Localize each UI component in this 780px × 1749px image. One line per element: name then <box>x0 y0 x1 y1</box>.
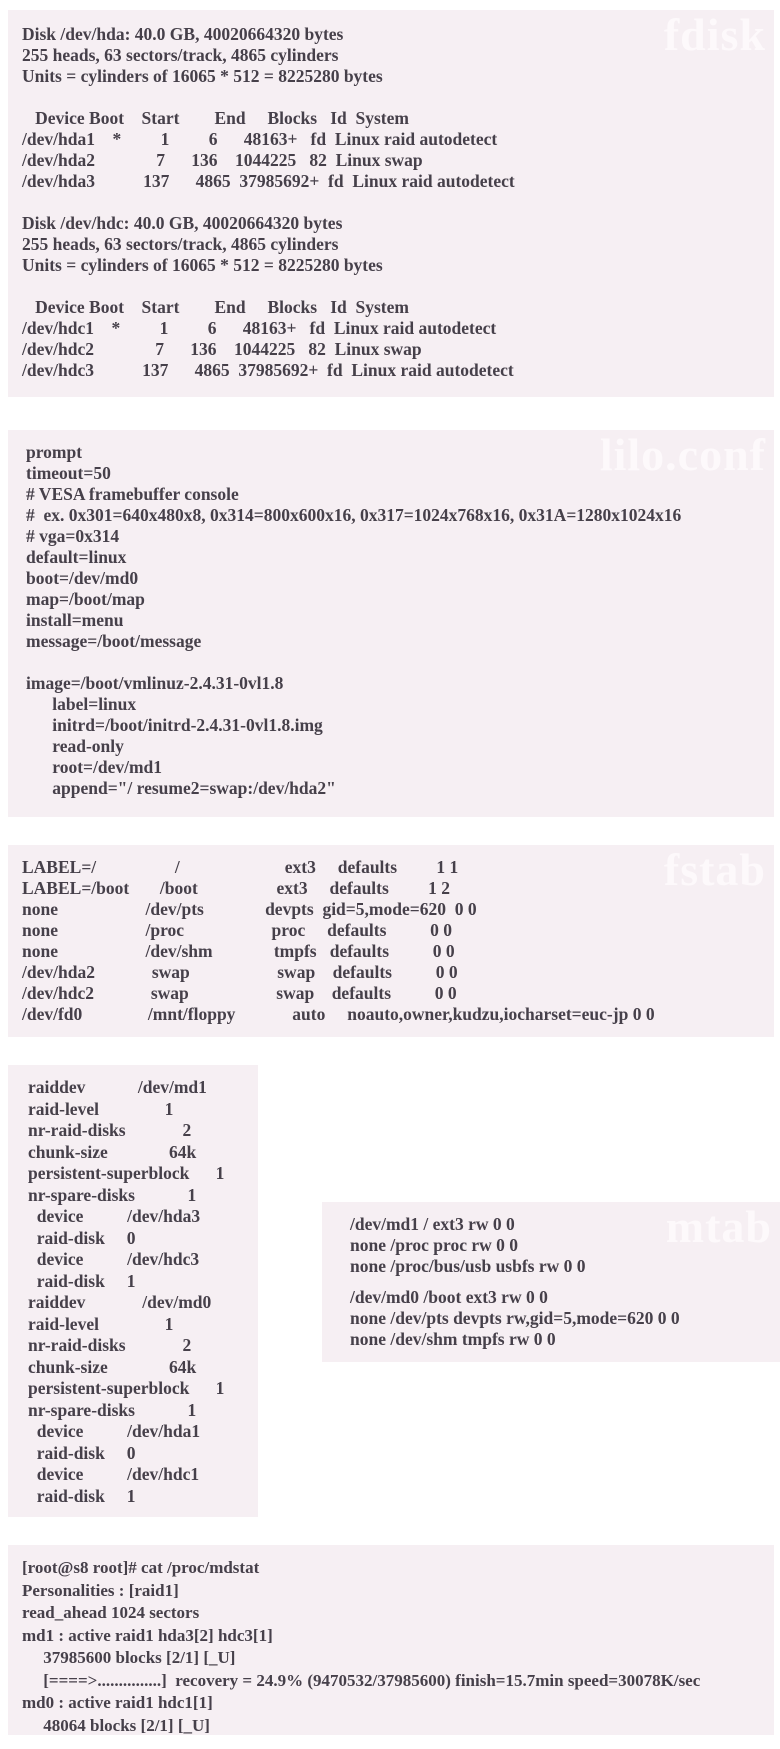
text-line: /dev/hdc3 137 4865 37985692+ fd Linux raid autodetect <box>22 360 514 380</box>
text-line: append="/ resume2=swap:/dev/hda2" <box>26 778 336 798</box>
text-line: 255 heads, 63 sectors/track, 4865 cylinders <box>22 45 339 65</box>
text-line: LABEL=/ / ext3 defaults 1 1 <box>22 857 459 877</box>
text-line: /dev/hdc1 * 1 6 48163+ fd Linux raid autodetect <box>22 318 497 338</box>
text-line: [root@s8 root]# cat /proc/mdstat <box>22 1558 260 1577</box>
text-line: none /dev/pts devpts rw,gid=5,mode=620 0 0 <box>350 1308 680 1328</box>
fstab-text <box>22 857 774 1025</box>
text-line: none /dev/shm tmpfs rw 0 0 <box>350 1329 556 1349</box>
text-line: raid-level 1 <box>28 1098 174 1119</box>
text-line: /dev/md0 /boot ext3 rw 0 0 <box>350 1287 548 1307</box>
text-line: /dev/hda1 * 1 6 48163+ fd Linux raid autodetect <box>22 129 498 149</box>
text-line: device /dev/hdc3 <box>28 1249 200 1269</box>
fstab-watermark-label: fstab <box>663 844 766 895</box>
fdisk-output-text <box>22 24 774 381</box>
text-line: persistent-superblock 1 <box>28 1163 225 1183</box>
text-line: /dev/hdc2 7 136 1044225 82 Linux swap <box>22 339 422 359</box>
text-line: message=/boot/message <box>26 631 202 651</box>
text-line: [====>...............] recovery = 24.9% (9470532/37985600) finish=15.7min speed=30078K/sec <box>22 1670 701 1690</box>
text-line: boot=/dev/md0 <box>26 568 139 588</box>
text-line: 37985600 blocks [2/1] [_U] <box>22 1648 236 1667</box>
mtab-text <box>350 1214 780 1350</box>
text-line: raiddev /dev/md0 <box>28 1292 212 1312</box>
fstab-panel <box>8 845 774 1037</box>
text-line: raid-disk 0 <box>28 1442 136 1463</box>
text-line: Personalities : [raid1] <box>22 1580 179 1600</box>
text-line: none /dev/pts devpts gid=5,mode=620 0 0 <box>22 899 477 919</box>
text-line: # VESA framebuffer console <box>26 484 239 504</box>
text-line: Disk /dev/hdc: 40.0 GB, 40020664320 bytes <box>22 213 343 233</box>
text-line: /dev/md1 / ext3 rw 0 0 <box>350 1214 515 1234</box>
text-line: # vga=0x314 <box>26 526 120 546</box>
text-line <box>22 192 774 213</box>
text-line: Units = cylinders of 16065 * 512 = 8225280 bytes <box>22 66 383 86</box>
text-line: raid-disk 1 <box>28 1485 136 1506</box>
text-line: timeout=50 <box>26 463 111 483</box>
fdisk-output-panel <box>8 10 774 397</box>
text-line: none /proc proc rw 0 0 <box>350 1235 519 1255</box>
text-line: nr-spare-disks 1 <box>28 1399 197 1420</box>
text-line: persistent-superblock 1 <box>28 1378 225 1398</box>
text-line <box>350 1277 780 1287</box>
text-line: label=linux <box>26 694 137 714</box>
lilo-conf-panel <box>8 430 774 817</box>
text-line: chunk-size 64k <box>28 1141 197 1162</box>
text-line: read_ahead 1024 sectors <box>22 1603 200 1622</box>
text-line: /dev/hda3 137 4865 37985692+ fd Linux raid autodetect <box>22 171 515 191</box>
text-line: nr-spare-disks 1 <box>28 1184 197 1205</box>
text-line: device /dev/hdc1 <box>28 1464 200 1484</box>
text-line: chunk-size 64k <box>28 1356 197 1377</box>
text-line: md1 : active raid1 hda3[2] hdc3[1] <box>22 1625 273 1645</box>
text-line: none /proc proc defaults 0 0 <box>22 920 453 940</box>
fdisk-watermark-label: fdisk <box>663 9 766 60</box>
text-line: /dev/hda2 swap swap defaults 0 0 <box>22 962 458 982</box>
text-line: image=/boot/vmlinuz-2.4.31-0vl1.8 <box>26 673 284 693</box>
text-line: none /proc/bus/usb usbfs rw 0 0 <box>350 1256 586 1276</box>
text-line: Device Boot Start End Blocks Id System <box>22 108 409 128</box>
text-line: 48064 blocks [2/1] [_U] <box>22 1715 210 1735</box>
text-line: LABEL=/boot /boot ext3 defaults 1 2 <box>22 878 451 898</box>
text-line: Units = cylinders of 16065 * 512 = 8225280 bytes <box>22 255 383 275</box>
text-line: raid-disk 0 <box>28 1227 136 1248</box>
text-line: /dev/hdc2 swap swap defaults 0 0 <box>22 983 457 1003</box>
text-line: root=/dev/md1 <box>26 757 163 777</box>
mdstat-output-text <box>22 1557 774 1737</box>
text-line <box>22 87 774 108</box>
text-line: prompt <box>26 442 83 462</box>
text-line: nr-raid-disks 2 <box>28 1120 192 1140</box>
text-line: Disk /dev/hda: 40.0 GB, 40020664320 bytes <box>22 24 344 44</box>
text-line: nr-raid-disks 2 <box>28 1335 192 1355</box>
raidtab-panel <box>8 1065 258 1517</box>
text-line: install=menu <box>26 610 124 630</box>
text-line: map=/boot/map <box>26 589 145 609</box>
text-line: device /dev/hda3 <box>28 1206 201 1226</box>
mtab-watermark-label: mtab <box>665 1201 772 1252</box>
text-line: Device Boot Start End Blocks Id System <box>22 297 409 317</box>
text-line: raid-level 1 <box>28 1313 174 1334</box>
text-line: # ex. 0x301=640x480x8, 0x314=800x600x16, 0x317=1024x768x16, 0x31A=1280x1024x16 <box>26 505 682 525</box>
text-line: default=linux <box>26 547 127 567</box>
text-line <box>22 276 774 297</box>
text-line: read-only <box>26 736 124 756</box>
text-line: 255 heads, 63 sectors/track, 4865 cylinders <box>22 234 339 254</box>
lilo-conf-text <box>26 442 774 799</box>
text-line: initrd=/boot/initrd-2.4.31-0vl1.8.img <box>26 715 323 735</box>
text-line <box>26 652 774 673</box>
text-line: none /dev/shm tmpfs defaults 0 0 <box>22 941 455 961</box>
text-line: device /dev/hda1 <box>28 1421 201 1441</box>
text-line: raiddev /dev/md1 <box>28 1077 207 1097</box>
mtab-panel <box>322 1202 780 1362</box>
mdstat-terminal-panel <box>8 1545 774 1735</box>
text-line: md0 : active raid1 hdc1[1] <box>22 1693 213 1712</box>
lilo-conf-watermark-label: lilo.conf <box>599 429 766 480</box>
text-line: /dev/fd0 /mnt/floppy auto noauto,owner,kudzu,iocharset=euc-jp 0 0 <box>22 1004 655 1024</box>
text-line: raid-disk 1 <box>28 1270 136 1291</box>
text-line: /dev/hda2 7 136 1044225 82 Linux swap <box>22 150 423 170</box>
raidtab-text <box>28 1077 258 1507</box>
